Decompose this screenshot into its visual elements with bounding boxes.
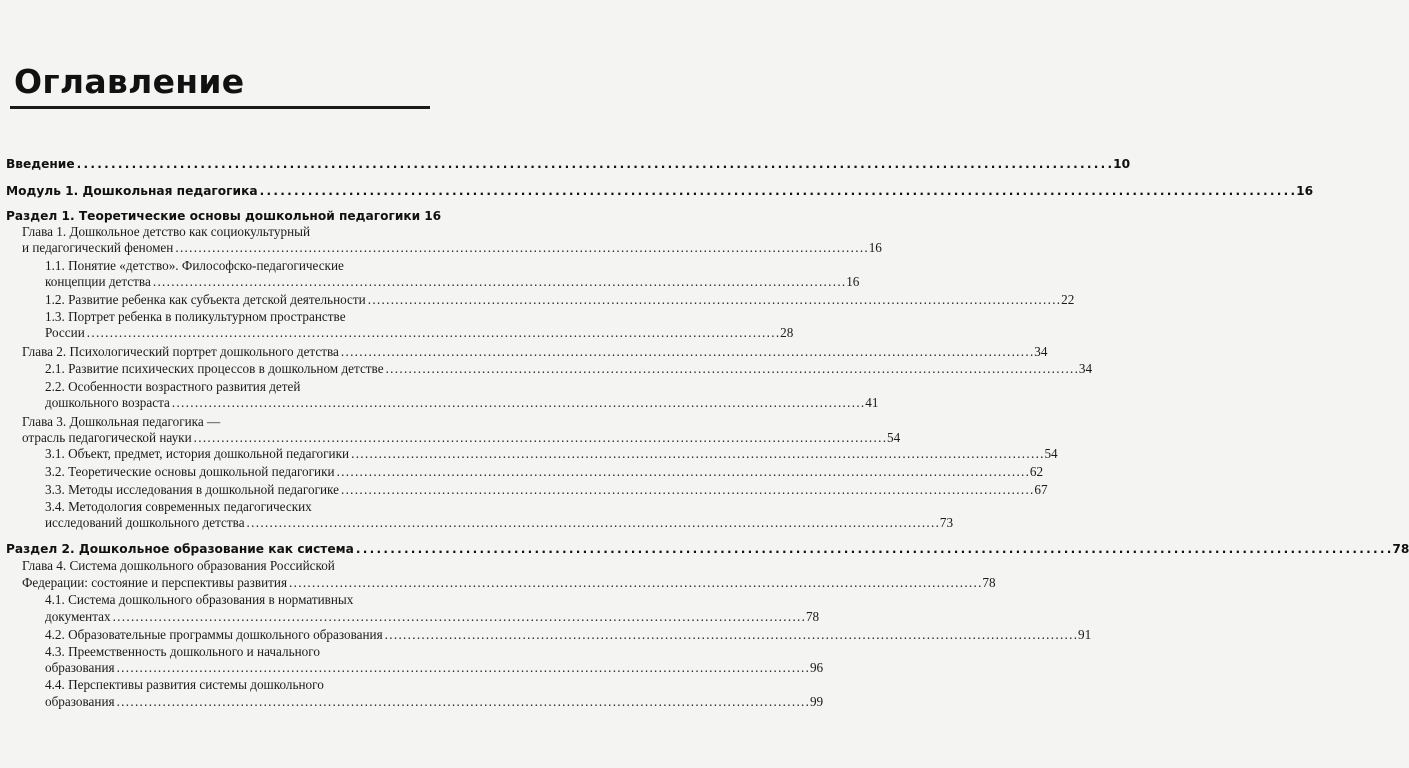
dot-leader	[117, 694, 808, 710]
toc-entry-title: 3.3. Методы исследования в дошкольной педагогике	[45, 482, 339, 497]
toc-subsection-entry	[45, 660, 824, 676]
toc-page-number: 54	[887, 430, 901, 445]
toc-subsection-entry	[45, 274, 860, 290]
toc-subsection-entry	[45, 292, 1075, 308]
dot-leader	[289, 575, 980, 591]
toc-page-number: 34	[1078, 361, 1093, 376]
toc-subsection-title-line: 2.2. Особенности возрастного развития детей	[45, 379, 301, 394]
toc-subsection-entry	[45, 325, 794, 341]
toc-subsection-entry	[45, 446, 1058, 462]
toc-subsection-entry	[45, 395, 879, 411]
toc-page-number: 41	[865, 395, 879, 410]
toc-chapter-entry	[22, 575, 996, 591]
toc-entry-title: образования	[45, 660, 115, 675]
dot-leader	[386, 361, 1077, 377]
dot-leader	[351, 446, 1042, 462]
dot-leader	[341, 344, 1032, 360]
toc-chapter-entry	[22, 344, 1048, 360]
toc-entry-title: концепции детства	[45, 274, 151, 289]
dot-leader	[194, 430, 885, 446]
toc-entry-title: 1.2. Развитие ребенка как субъекта детской деятельности	[45, 292, 366, 307]
toc-page-number: 78	[982, 575, 996, 590]
dot-leader	[153, 274, 844, 290]
dot-leader	[356, 541, 1391, 557]
toc-page-number: 22	[1061, 292, 1075, 307]
toc-page-number: 99	[809, 694, 824, 709]
toc-page-number: 16	[1296, 184, 1314, 198]
toc-page-number: 96	[809, 660, 824, 675]
toc-subsection-entry	[45, 609, 820, 625]
toc-subsection-entry	[45, 627, 1092, 643]
toc-entry-title: Глава 2. Психологический портрет дошкольного детства	[22, 344, 339, 359]
toc-subsection-title-line: 1.3. Портрет ребенка в поликультурном пространстве	[45, 309, 346, 324]
toc-entry-title: 4.2. Образовательные программы дошкольного образования	[45, 627, 383, 642]
toc-page-number: 78	[1392, 542, 1409, 556]
dot-leader	[368, 292, 1059, 308]
toc-page-number: 78	[805, 609, 820, 624]
toc-page-number: 73	[939, 515, 954, 530]
toc-subsection-entry	[45, 361, 1093, 377]
toc-subsection-title-line: 4.1. Система дошкольного образования в нормативных	[45, 592, 354, 607]
dot-leader	[341, 482, 1032, 498]
toc-section-entry	[6, 541, 1409, 557]
toc-entry-title: и педагогический феномен	[22, 240, 174, 255]
toc-chapter-entry	[22, 430, 901, 446]
dot-leader	[172, 395, 863, 411]
toc-entry-title: 3.2. Теоретические основы дошкольной педагогики	[45, 464, 335, 479]
toc-entry-title: отрасль педагогической науки	[22, 430, 192, 445]
page-title: Оглавление	[14, 62, 245, 101]
toc-subsection-entry	[45, 515, 954, 531]
toc-chapter-title-line: Глава 1. Дошкольное детство как социокультурный	[22, 224, 311, 239]
dot-leader	[260, 183, 1295, 199]
toc-page-number: 62	[1029, 464, 1044, 479]
toc-page-number: 10	[1113, 157, 1131, 171]
toc-entry-title: Модуль 1. Дошкольная педагогика	[6, 184, 258, 198]
toc-entry-title: Раздел 1. Теоретические основы дошкольной педагогики	[6, 209, 421, 223]
toc-page-number: 16	[846, 274, 860, 289]
dot-leader	[87, 325, 778, 341]
toc-entry-title: дошкольного возраста	[45, 395, 170, 410]
toc-subsection-entry	[45, 482, 1048, 498]
toc-page-number: 16	[424, 209, 442, 223]
toc-subsection-title-line: 1.1. Понятие «детство». Философско-педагогические	[45, 258, 344, 273]
toc-subsection-title-line: 3.4. Методология современных педагогических	[45, 499, 312, 514]
dot-leader	[247, 515, 938, 531]
toc-entry-title: 2.1. Развитие психических процессов в дошкольном детстве	[45, 361, 384, 376]
toc-section-entry	[6, 208, 442, 224]
toc-chapter-title-line: Глава 3. Дошкольная педагогика —	[22, 414, 221, 429]
toc-subsection-entry	[45, 694, 824, 710]
toc-page-number: 67	[1034, 482, 1048, 497]
toc-subsection-title-line: 4.3. Преемственность дошкольного и начального	[45, 644, 320, 659]
title-underline	[10, 106, 430, 109]
toc-chapter-title-line: Глава 4. Система дошкольного образования Российской	[22, 558, 335, 573]
dot-leader	[175, 240, 866, 256]
toc-chapter-entry	[22, 240, 882, 256]
toc-page-number: 91	[1078, 627, 1092, 642]
toc-page-number: 28	[780, 325, 794, 340]
dot-leader	[117, 660, 808, 676]
toc-entry-title: России	[45, 325, 85, 340]
dot-leader	[337, 464, 1028, 480]
toc-page-number: 16	[868, 240, 882, 255]
toc-entry-title: 3.1. Объект, предмет, история дошкольной педагогики	[45, 446, 350, 461]
dot-leader	[77, 156, 1112, 172]
toc-entry-title: Федерации: состояние и перспективы развития	[22, 575, 288, 590]
toc-entry-title: исследований дошкольного детства	[45, 515, 245, 530]
toc-page-number: 54	[1044, 446, 1058, 461]
toc-subsection-title-line: 4.4. Перспективы развития системы дошкольного	[45, 677, 324, 692]
toc-entry-title: Введение	[6, 157, 75, 171]
toc-entry-title: документах	[45, 609, 111, 624]
toc-entry-title: образования	[45, 694, 115, 709]
dot-leader	[385, 627, 1076, 643]
toc-subsection-entry	[45, 464, 1044, 480]
toc-module-entry	[6, 183, 1314, 199]
toc-intro-entry	[6, 156, 1131, 172]
toc-entry-title: Раздел 2. Дошкольное образование как система	[6, 542, 354, 556]
toc-page-number: 34	[1034, 344, 1048, 359]
dot-leader	[113, 609, 804, 625]
